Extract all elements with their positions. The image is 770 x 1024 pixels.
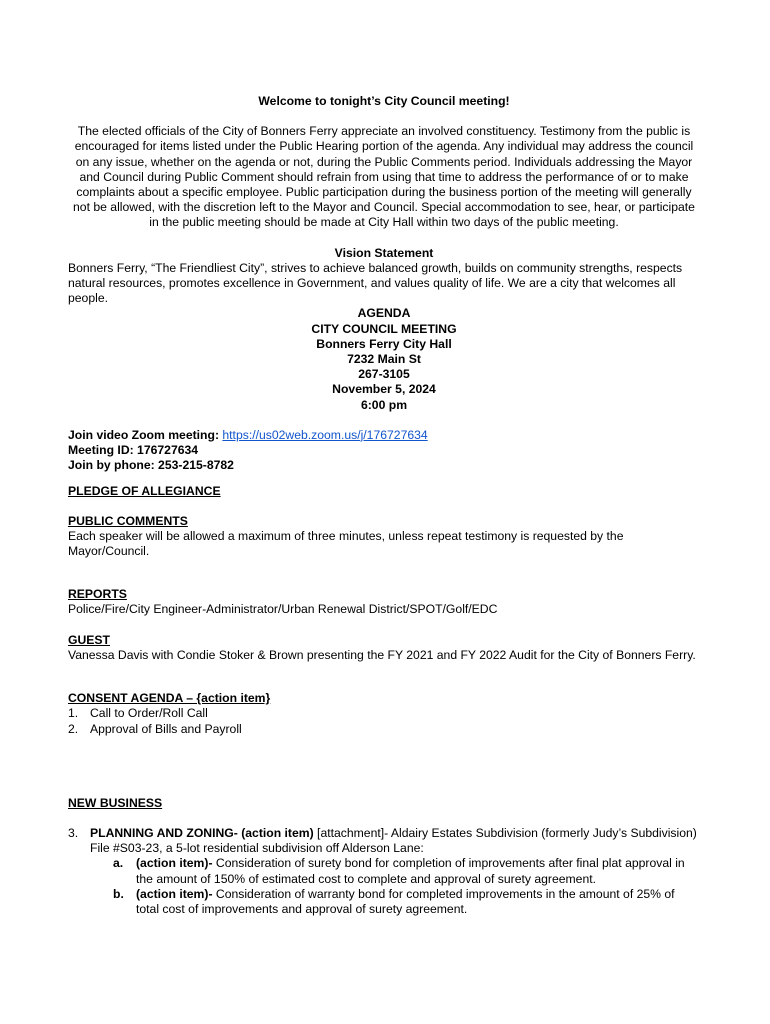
item-number: 2. xyxy=(68,721,79,736)
join-phone: Join by phone: 253-215-8782 xyxy=(68,458,234,473)
item-description: [attachment]- Aldairy Estates Subdivision (formerly Judy’s Subdivision) File #S03-23, a 5-lot residential subdivision off Alderson Lane: xyxy=(90,825,697,856)
guest-body: Vanessa Davis with Condie Stoker & Brown presenting the FY 2021 and FY 2022 Audit for the City of Bonners Ferry. xyxy=(68,647,696,662)
sub-item-letter: a. xyxy=(113,856,124,871)
meeting-phone: 267-3105 xyxy=(358,367,410,382)
document-content xyxy=(68,94,700,917)
item-text: Approval of Bills and Payroll xyxy=(90,721,242,736)
item-text: Call to Order/Roll Call xyxy=(90,706,208,721)
sub-item-letter: b. xyxy=(113,886,124,901)
list-item xyxy=(68,826,700,856)
sub-item-text xyxy=(136,856,700,886)
item-number: 1. xyxy=(68,706,79,721)
new-business-heading: NEW BUSINESS xyxy=(68,795,163,810)
meeting-id: Meeting ID: 176727634 xyxy=(68,443,199,458)
agenda-title: AGENDA xyxy=(357,306,411,321)
meeting-date: November 5, 2024 xyxy=(332,382,436,397)
zoom-label: Join video Zoom meeting: xyxy=(68,427,219,442)
welcome-title: Welcome to tonight’s City Council meeting! xyxy=(258,94,510,108)
meeting-type: CITY COUNCIL MEETING xyxy=(311,321,457,336)
zoom-info xyxy=(68,428,700,474)
consent-agenda-heading: CONSENT AGENDA – {action item} xyxy=(68,691,271,706)
meeting-time: 6:00 pm xyxy=(360,397,408,412)
vision-heading: Vision Statement xyxy=(334,245,434,260)
sub-list-item xyxy=(113,887,700,917)
public-comments-body: Each speaker will be allowed a maximum of three minutes, unless repeat testimony is requested by the Mayor/Council. xyxy=(68,528,624,559)
zoom-link[interactable]: https://us02web.zoom.us/j/176727634 xyxy=(222,427,428,442)
reports-heading: REPORTS xyxy=(68,587,127,602)
sub-item-description: Consideration of surety bond for completion of improvements after final plat approval in the amount of 150% of estimated cost to complete and approval of surety agreement. xyxy=(136,856,685,886)
item-number: 3. xyxy=(68,825,79,840)
public-comments-heading: PUBLIC COMMENTS xyxy=(68,513,188,528)
item-title: PLANNING AND ZONING- (action item) xyxy=(90,825,314,840)
meeting-address: 7232 Main St xyxy=(347,352,421,367)
welcome-body: The elected officials of the City of Bonners Ferry appreciate an involved constituency. Testimony from the public is encouraged for items listed under the Public Hearing portion of the agenda. Any individual may address the council on any issue, whether on the agenda or not, during the Public Comments period. Individuals addressing the Mayor and Council during Public Comment should refrain from using that time to address the performance of or to make complaints about a specific employee. Public participation during the business portion of the meeting will generally not be allowed, with the discretion left to the Mayor and Council. Special accommodation to see, hear, or participate in the public meeting should be made at City Hall within two days of the public meeting. xyxy=(73,124,695,230)
item-text xyxy=(90,826,700,856)
list-item xyxy=(68,706,700,721)
sub-list-item xyxy=(113,856,700,886)
sub-item-title: (action item)- xyxy=(136,856,213,871)
guest-heading: GUEST xyxy=(68,632,110,647)
vision-body: Bonners Ferry, “The Friendliest City”, strives to achieve balanced growth, builds on community strengths, respects natural resources, promotes excellence in Government, and values quality of life. We are a city that welcomes all people. xyxy=(68,260,683,306)
meeting-location: Bonners Ferry City Hall xyxy=(316,336,452,351)
sub-item-description: Consideration of warranty bond for completed improvements in the amount of 25% of total cost of improvements and approval of surety agreement. xyxy=(136,886,675,916)
sub-item-text xyxy=(136,887,700,917)
reports-body: Police/Fire/City Engineer-Administrator/Urban Renewal District/SPOT/Golf/EDC xyxy=(68,602,498,617)
list-item xyxy=(68,722,700,737)
agenda-header xyxy=(68,306,700,412)
pledge-heading: PLEDGE OF ALLEGIANCE xyxy=(68,484,221,499)
sub-item-title: (action item)- xyxy=(136,886,213,901)
